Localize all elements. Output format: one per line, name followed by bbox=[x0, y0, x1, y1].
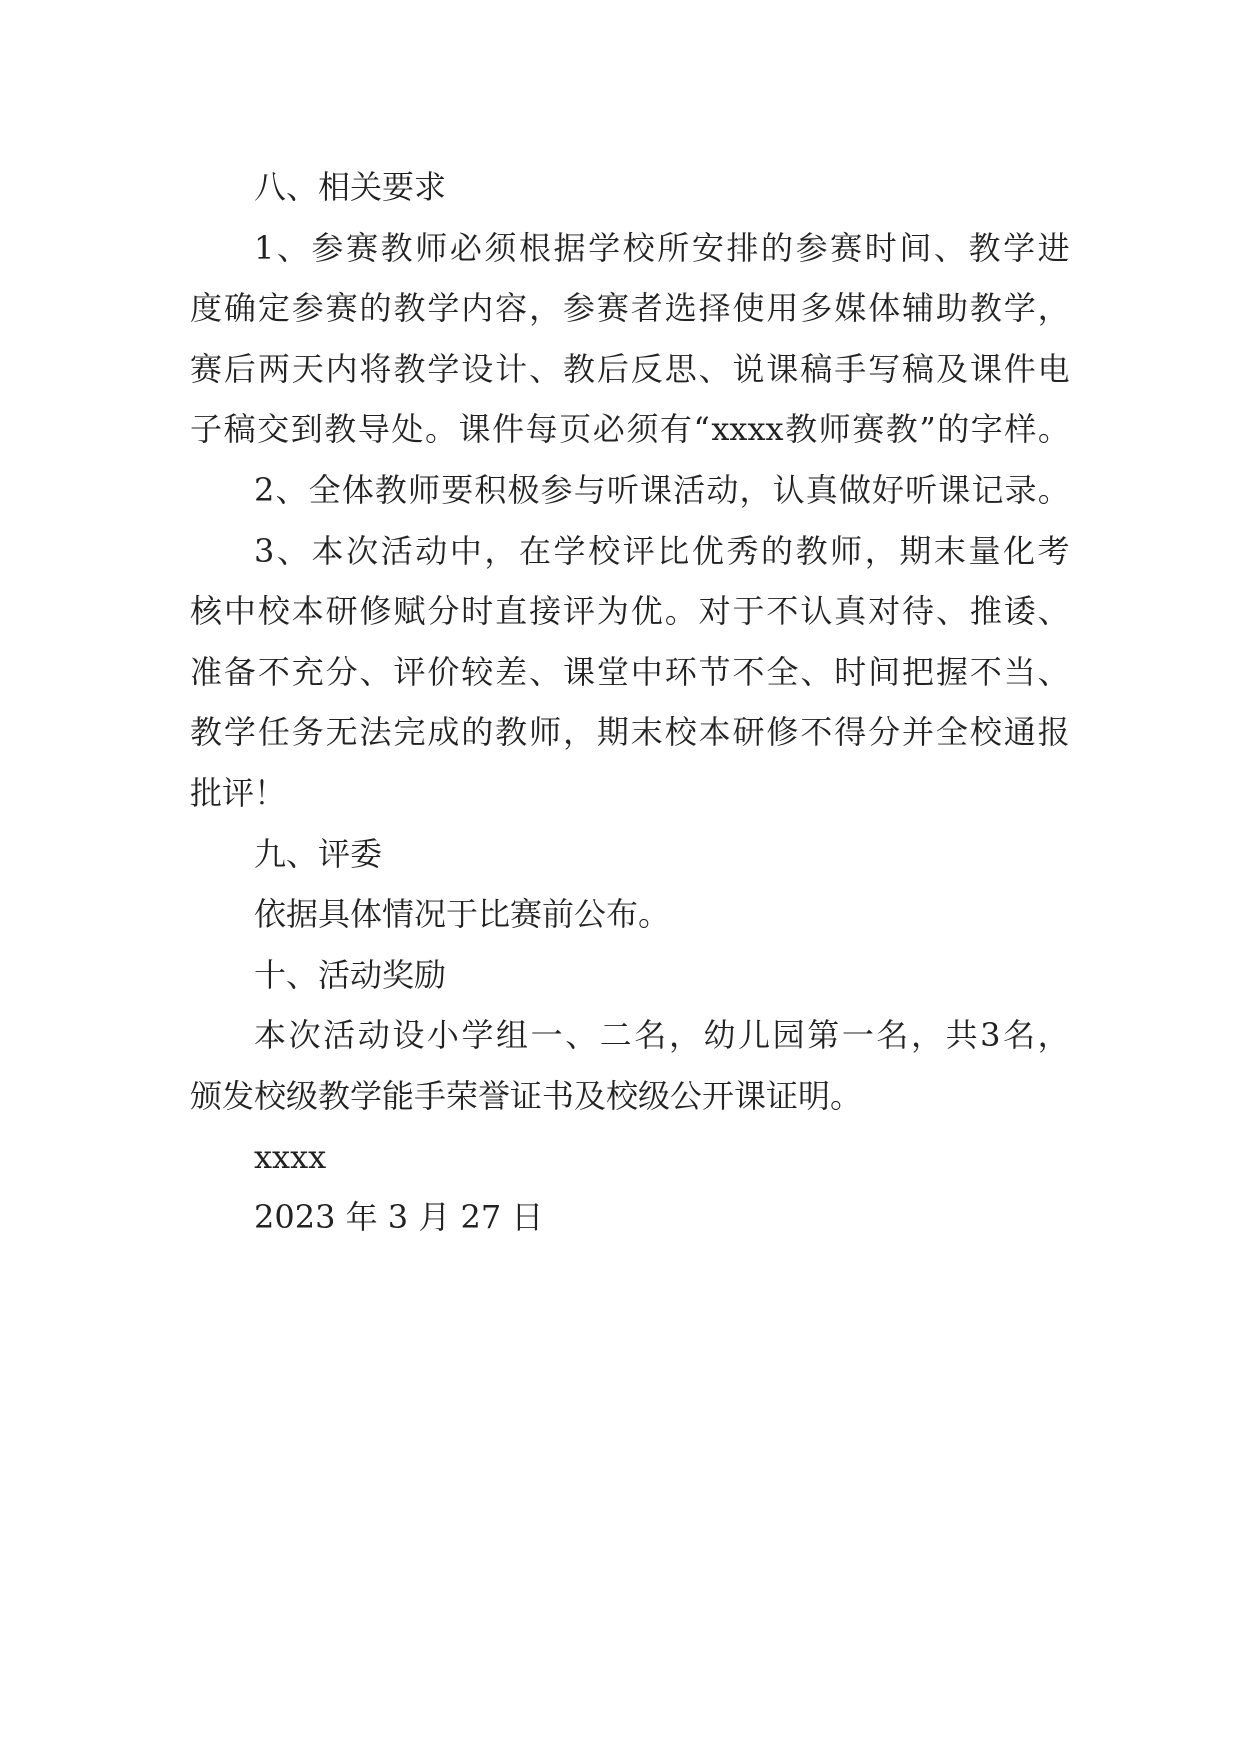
paragraph-line: 准 备 不 充 分 、 评 价 较 差 、 课 堂 中 环 节 不 全 、 时 间 把 握 不 当 、 bbox=[190, 652, 1070, 691]
paragraph-line: 赛 后 两 天 内 将 教 学 设 计 、 教 后 反 思 、 说 课 稿 手 写 稿 及 课 件 电 bbox=[190, 349, 1070, 388]
section-8-heading: 八、相关要求 bbox=[254, 168, 447, 206]
date: 2023 年 3 月 27 日 bbox=[254, 1198, 544, 1237]
document-body bbox=[190, 157, 1070, 1248]
paragraph-line: 1 、 参 赛 教 师 必 须 根 据 学 校 所 安 排 的 参 赛 时 间 、 教 学 进 bbox=[254, 228, 1070, 267]
signature: xxxx bbox=[254, 1137, 327, 1176]
section-9-text: 依据具体情况于比赛前公布。 bbox=[254, 895, 671, 934]
paragraph-line: 度 确 定 参 赛 的 教 学 内 容 ， 参 赛 者 选 择 使 用 多 媒 体 辅 助 教 学 ， bbox=[190, 289, 1070, 328]
paragraph-line: 核 中 校 本 研 修 赋 分 时 直 接 评 为 优 。 对 于 不 认 真 对 待 、 推 诿 、 bbox=[190, 592, 1070, 631]
section-10-heading: 十、活动奖励 bbox=[254, 955, 447, 994]
paragraph-line: 2 、 全 体 教 师 要 积 极 参 与 听 课 活 动 ， 认 真 做 好 听 课 记 录 。 bbox=[254, 470, 1070, 509]
paragraph-line: 本 次 活 动 设 小 学 组 一 、 二 名 ， 幼 儿 园 第 一 名 ， 共 3 名 ， bbox=[254, 1016, 1070, 1055]
paragraph-line: 批评！ bbox=[190, 773, 287, 812]
paragraph-line: 3 、 本 次 活 动 中 ， 在 学 校 评 比 优 秀 的 教 师 ， 期 末 量 化 考 bbox=[254, 531, 1070, 570]
paragraph-line: 教 学 任 务 无 法 完 成 的 教 师 ， 期 末 校 本 研 修 不 得 分 并 全 校 通 报 bbox=[190, 713, 1070, 752]
section-9-heading: 九、评委 bbox=[254, 834, 383, 873]
paragraph-line: 子 稿 交 到 教 导 处 。 课 件 每 页 必 须 有 “ xxxx 教 师 赛 教 ” 的 字 样 。 bbox=[190, 410, 1070, 449]
paragraph-line: 颁发校级教学能手荣誉证书及校级公开课证明。 bbox=[190, 1076, 863, 1115]
